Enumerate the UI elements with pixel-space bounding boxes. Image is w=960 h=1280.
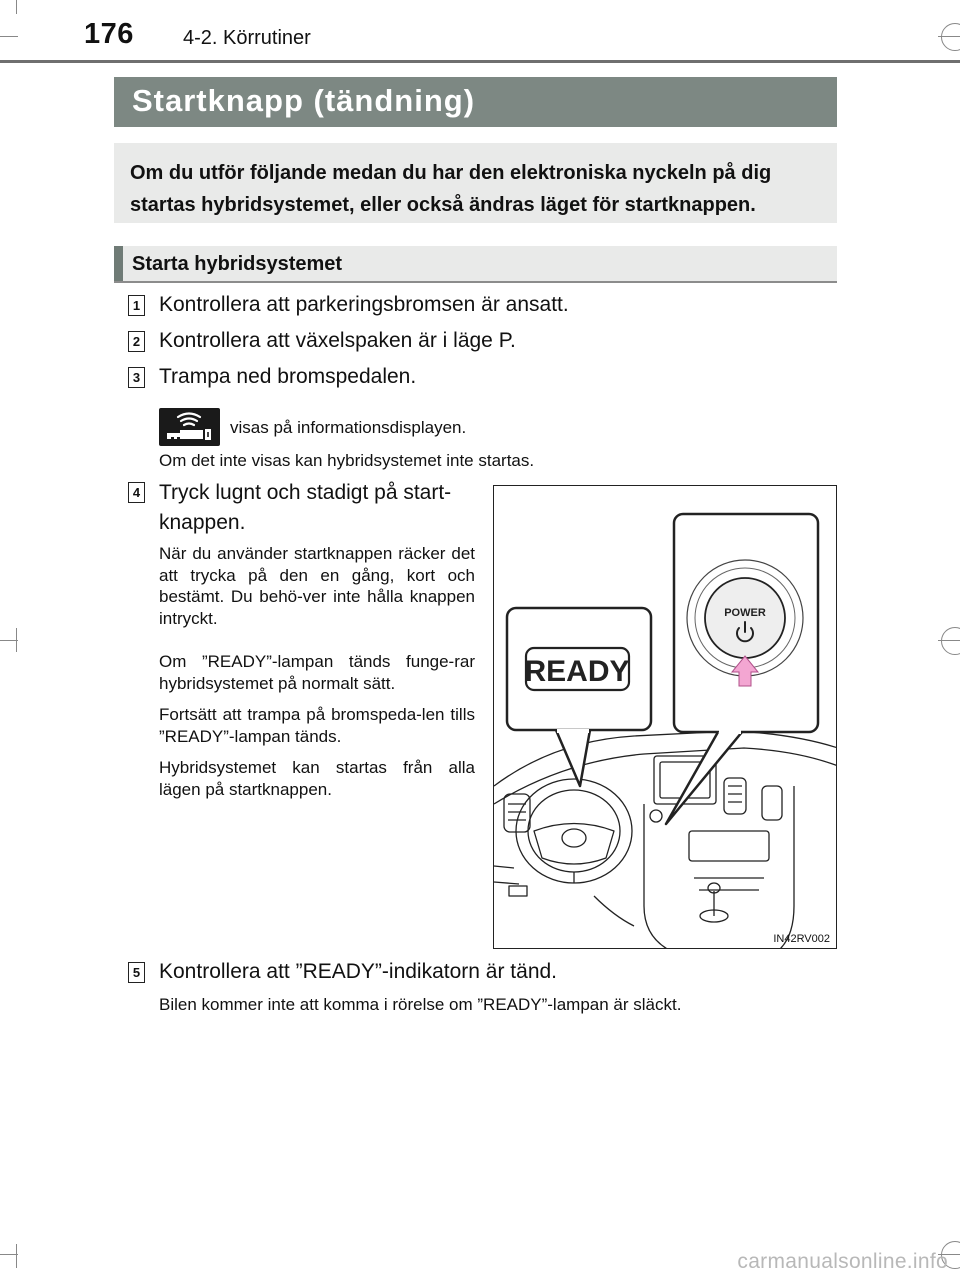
- crop-mark: [16, 628, 17, 652]
- step-text: Kontrollera att ”READY”-indikatorn är tänd.: [159, 960, 558, 983]
- sub-heading-text: Starta hybridsystemet: [132, 253, 343, 275]
- step-number: 5: [128, 962, 145, 983]
- icon-caption: visas på informationsdisplayen.: [230, 418, 467, 437]
- step-note: Om ”READY”-lampan tänds funge-rar hybridsystemet på normalt sätt.: [159, 652, 475, 693]
- sub-heading-accent-bar: [114, 246, 123, 281]
- section-label: 4-2. Körrutiner: [183, 27, 311, 49]
- crop-mark: [941, 627, 960, 655]
- title-banner: [114, 77, 837, 127]
- dashboard-illustration: [493, 485, 837, 949]
- step-note: Bilen kommer inte att komma i rörelse om ”READY”-lampan är släckt.: [159, 995, 682, 1014]
- step-number: 4: [128, 482, 145, 503]
- step-text: Tryck lugnt och stadigt på start-: [159, 481, 452, 504]
- step-note: Om det inte visas kan hybridsystemet inte startas.: [159, 451, 535, 470]
- header-rule: [0, 60, 960, 63]
- page-title: Startknapp (tändning): [132, 83, 476, 118]
- sub-heading: [114, 246, 837, 283]
- power-label: POWER: [724, 607, 766, 619]
- intro-text: Om du utför följande medan du har den elektroniska nyckeln på dig startas hybridsystemet, eller också ändras läget för startknappen.: [130, 162, 772, 216]
- crop-mark: [16, 1244, 17, 1268]
- crop-mark: [941, 23, 960, 51]
- step-note: Fortsätt att trampa på bromspeda-len tills ”READY”-lampan tänds.: [159, 705, 475, 746]
- step-number: 3: [128, 367, 145, 388]
- page-number: 176: [84, 18, 134, 50]
- crop-mark: [16, 0, 17, 14]
- step-number: 2: [128, 331, 145, 352]
- figure-code: IN42RV002: [773, 933, 830, 945]
- smart-key-indicator-icon: [159, 408, 220, 446]
- step-note: Hybridsystemet kan startas från alla lägen på startknappen.: [159, 758, 475, 799]
- watermark: carmanualsonline.info: [737, 1250, 948, 1273]
- step-note: När du använder startknappen räcker det att trycka på den en gång, kort och bestämt. Du behö-ver inte hålla knappen intryckt.: [159, 544, 475, 628]
- step-text: knappen.: [159, 511, 246, 534]
- ready-label: READY: [524, 655, 630, 688]
- step-text: Kontrollera att parkeringsbromsen är ansatt.: [159, 293, 569, 316]
- step-number: 1: [128, 295, 145, 316]
- step-text: Trampa ned bromspedalen.: [159, 365, 417, 388]
- step-text: Kontrollera att växelspaken är i läge P.: [159, 329, 516, 352]
- intro-box: [114, 143, 837, 223]
- crop-mark: [0, 36, 18, 37]
